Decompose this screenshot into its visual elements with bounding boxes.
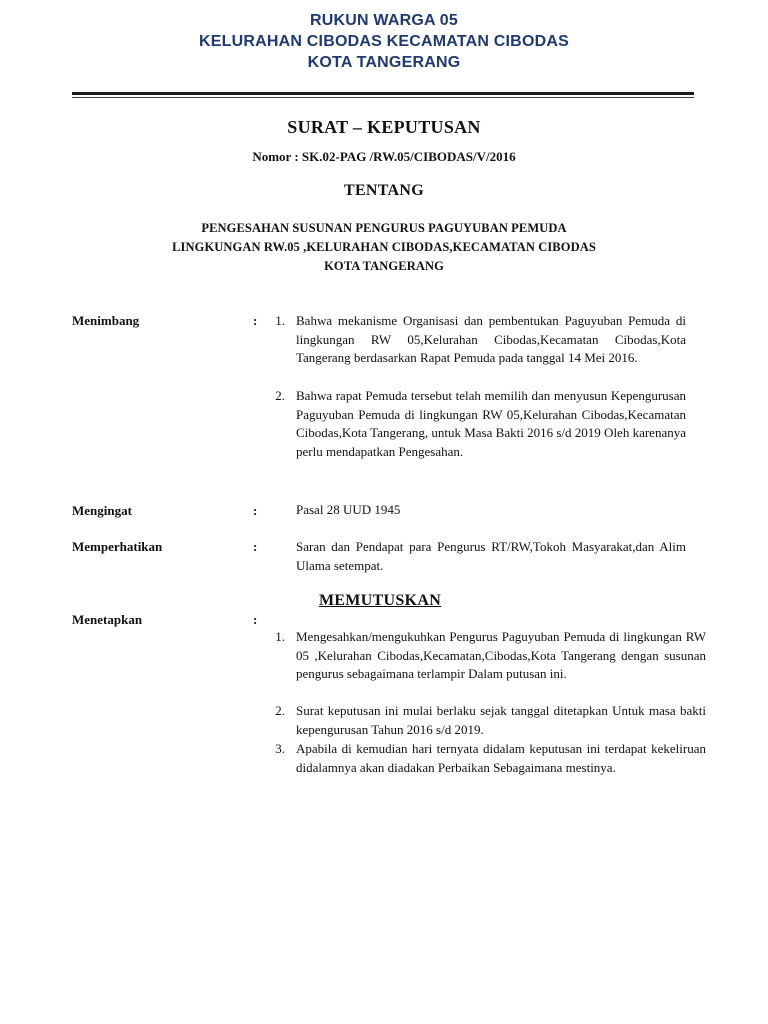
letterhead-org: RUKUN WARGA 05	[310, 12, 458, 29]
mengingat-label: Mengingat	[72, 503, 132, 518]
menimbang-item-text: Bahwa mekanisme Organisasi dan pembentukan Paguyuban Pemuda di lingkungan RW 05,Kelurahan Cibodas,Kecamatan Cibodas,Kota Tangerang berdasarkan Rapat Pemuda pada tanggal 14 Mei 2016.	[296, 313, 686, 366]
menetapkan-item-text: Surat keputusan ini mulai berlaku sejak tanggal ditetapkan Untuk masa bakti kepengurusan Tahun 2016 s/d 2019.	[296, 703, 706, 737]
memperhatikan-label: Memperhatikan	[72, 539, 163, 554]
subject-line: PENGESAHAN SUSUNAN PENGURUS PAGUYUBAN PEMUDA	[201, 221, 567, 235]
tentang-heading: TENTANG	[343, 182, 425, 199]
menetapkan-colon: :	[253, 612, 258, 627]
menetapkan-item-text: Apabila di kemudian hari ternyata didalam keputusan ini terdapat kekeliruan didalamnya akan diadakan Perbaikan Sebagaimana mestinya.	[296, 741, 706, 775]
menetapkan-label: Menetapkan	[72, 612, 143, 627]
letterhead	[0, 10, 768, 73]
document-title: SURAT – KEPUTUSAN	[287, 117, 481, 137]
menimbang-item-text: Bahwa rapat Pemuda tersebut telah memilih dan menyusun Kepengurusan Paguyuban Pemuda di lingkungan RW 05,Kelurahan Cibodas,Kecamatan Cibodas,Kota Tangerang, untuk Masa Bakti 2016 s/d 2019 Oleh karenanya perlu mendapatkan Pengesahan.	[296, 388, 686, 460]
menetapkan-item-number: 1.	[275, 629, 285, 644]
menimbang-item-number: 2.	[275, 388, 285, 403]
header-divider-thin	[72, 97, 694, 98]
menetapkan-item-number: 2.	[275, 703, 285, 718]
header-divider-thick	[72, 92, 694, 95]
subject-line: LINGKUNGAN RW.05 ,KELURAHAN CIBODAS,KECAMATAN CIBODAS	[172, 240, 596, 254]
memutuskan-heading: MEMUTUSKAN	[318, 592, 442, 609]
subject-line: KOTA TANGERANG	[324, 259, 444, 273]
document-number: Nomor : SK.02-PAG /RW.05/CIBODAS/V/2016	[252, 149, 516, 164]
menimbang-label: Menimbang	[72, 313, 140, 328]
memperhatikan-text: Saran dan Pendapat para Pengurus RT/RW,Tokoh Masyarakat,dan Alim Ulama setempat.	[296, 539, 686, 573]
memperhatikan-colon: :	[253, 539, 258, 554]
mengingat-text: Pasal 28 UUD 1945	[296, 502, 401, 517]
menetapkan-item-text: Mengesahkan/mengukuhkan Pengurus Paguyuban Pemuda di lingkungan RW 05 ,Kelurahan Cibodas,Kecamatan,Cibodas,Kota Tangerang dengan susunan pengurus sebagaimana terlampir Dalam putusan ini.	[296, 629, 706, 682]
menimbang-item-number: 1.	[275, 313, 285, 328]
mengingat-colon: :	[253, 503, 258, 518]
menimbang-colon: :	[253, 313, 258, 328]
letterhead-city: KOTA TANGERANG	[307, 54, 461, 71]
letterhead-district: KELURAHAN CIBODAS KECAMATAN CIBODAS	[199, 33, 569, 50]
document-subject	[0, 219, 768, 276]
menetapkan-item-number: 3.	[275, 741, 285, 756]
